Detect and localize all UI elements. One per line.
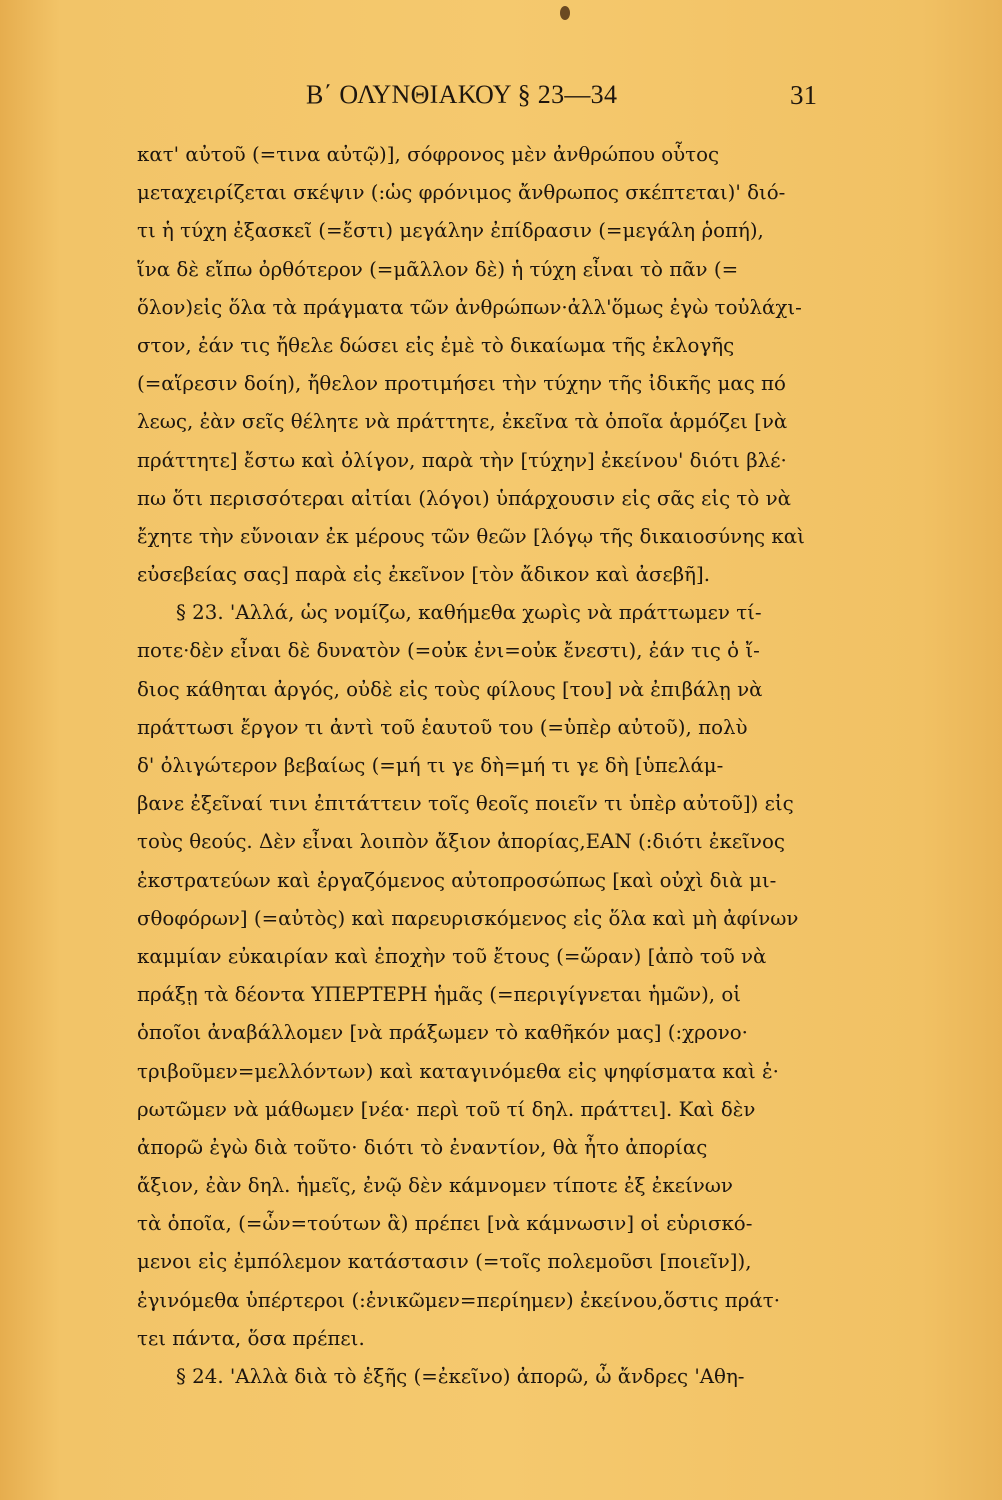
- text-line: πράξῃ τὰ δέοντα ΥΠΕΡΤΕΡΗ ἡμᾶς (=περιγίγνεται ἡμῶν), οἱ: [137, 983, 742, 1007]
- text-line: δ' ὀλιγώτερον βεβαίως (=μή τι γε δὴ=μή τι γε δὴ [ὑπελάμ-: [137, 754, 724, 777]
- text-line: μενοι εἰς ἐμπόλεμον κατάστασιν (=τοῖς πολεμοῦσι [ποιεῖν]),: [137, 1250, 752, 1274]
- text-line: ὅλον)εἰς ὅλα τὰ πράγματα τῶν ἀνθρώπων·ἀλλ'ὅμως ἐγὼ τοὐλάχι-: [137, 295, 802, 319]
- text-line: τοὺς θεούς. Δὲν εἶναι λοιπὸν ἄξιον ἀπορίας,ΕΑΝ (:διότι ἐκεῖνος: [137, 830, 785, 854]
- text-line: ἐκστρατεύων καὶ ἐργαζόμενος αὐτοπροσώπως [καὶ οὐχὶ διὰ μι-: [137, 868, 777, 892]
- text-line: ἐγινόμεθα ὑπέρτεροι (:ἐνικῶμεν=περίημεν) ἐκείνου,ὅστις πράτ·: [137, 1288, 780, 1312]
- text-line: τὰ ὁποῖα, (=ὧν=τούτων ἃ) πρέπει [νὰ κάμνωσιν] οἱ εὑρισκό-: [137, 1212, 753, 1236]
- text-line: διος κάθηται ἀργός, οὐδὲ εἰς τοὺς φίλους [του] νὰ ἐπιβάλῃ νὰ: [137, 677, 763, 701]
- text-line: κατ' αὐτοῦ (=τινα αὐτῷ)], σόφρονος μὲν ἀνθρώπου οὗτος: [137, 143, 720, 166]
- text-line: ἄξιον, ἐὰν δηλ. ἡμεῖς, ἐνῷ δὲν κάμνομεν τίποτε ἐξ ἐκείνων: [137, 1174, 733, 1198]
- text-line: πω ὅτι περισσότεραι αἰτίαι (λόγοι) ὑπάρχουσιν εἰς σᾶς εἰς τὸ νὰ: [137, 486, 791, 510]
- text-line: πράττητε] ἔστω καὶ ὀλίγον, παρὰ τὴν [τύχην] ἐκείνου' διότι βλέ·: [137, 448, 787, 472]
- text-line: τει πάντα, ὅσα πρέπει.: [137, 1326, 365, 1350]
- text-line: σθοφόρων] (=αὐτὸς) καὶ παρευρισκόμενος εἰς ὅλα καὶ μὴ ἀφίνων: [137, 906, 799, 930]
- text-line: πράττωσι ἔργον τι ἀντὶ τοῦ ἑαυτοῦ του (=ὑπὲρ αὐτοῦ), πολὺ: [137, 715, 748, 739]
- text-line: λεως, ἐὰν σεῖς θέλητε νὰ πράττητε, ἐκεῖνα τὰ ὁποῖα ἁρμόζει [νὰ: [137, 410, 788, 434]
- text-line: ἵνα δὲ εἴπω ὀρθότερον (=μᾶλλον δὲ) ἡ τύχη εἶναι τὸ πᾶν (=: [137, 257, 739, 281]
- text-line: ἀπορῶ ἐγὼ διὰ τοῦτο· διότι τὸ ἐναντίον, θὰ ἦτο ἀπορίας: [137, 1135, 708, 1159]
- page-header: [0, 80, 1002, 120]
- running-head: Β΄ ΟΛΥΝΘΙΑΚΟΥ § 23—34: [306, 80, 618, 109]
- ink-spot: [560, 6, 570, 20]
- text-line: μεταχειρίζεται σκέψιν (:ὡς φρόνιμος ἄνθρωπος σκέπτεται)' διό-: [137, 181, 786, 205]
- text-line: τριβοῦμεν=μελλόντων) καὶ καταγινόμεθα εἰς ψηφίσματα καὶ ἐ·: [137, 1059, 779, 1083]
- text-line: ἔχητε τὴν εὔνοιαν ἐκ μέρους τῶν θεῶν [λόγῳ τῆς δικαιοσύνης καὶ: [137, 524, 805, 548]
- body-text: [137, 136, 867, 1396]
- paragraph-start-24: § 24. 'Αλλὰ διὰ τὸ ἑξῆς (=ἐκεῖνο) ἀπορῶ, ὦ ἄνδρες 'Αθη-: [176, 1365, 745, 1388]
- text-line: ὁποῖοι ἀναβάλλομεν [νὰ πράξωμεν τὸ καθῆκόν μας] (:χρονο·: [137, 1021, 748, 1045]
- text-line: εὐσεβείας σας] παρὰ εἰς ἐκεῖνον [τὸν ἄδικον καὶ ἀσεβῆ].: [137, 563, 711, 587]
- text-line: (=αἵρεσιν δοίη), ἤθελον προτιμήσει τὴν τύχην τῆς ἰδικῆς μας πό: [137, 372, 786, 396]
- text-line: ποτε·δὲν εἶναι δὲ δυνατὸν (=οὐκ ἐνι=οὐκ ἔνεστι), ἐάν τις ὁ ἴ-: [137, 639, 760, 663]
- text-line: καμμίαν εὐκαιρίαν καὶ ἐποχὴν τοῦ ἔτους (=ὥραν) [ἀπὸ τοῦ νὰ: [137, 944, 767, 968]
- page-number: 31: [790, 80, 817, 110]
- text-line: ρωτῶμεν νὰ μάθωμεν [νέα· περὶ τοῦ τί δηλ. πράττει]. Καὶ δὲν: [137, 1097, 756, 1121]
- text-line: στον, ἐάν τις ἤθελε δώσει εἰς ἐμὲ τὸ δικαίωμα τῆς ἐκλογῆς: [137, 333, 735, 357]
- text-line: τι ἡ τύχη ἐξασκεῖ (=ἔστι) μεγάλην ἐπίδρασιν (=μεγάλη ῥοπή),: [137, 219, 764, 243]
- text-line: βανε ἐξεῖναί τινι ἐπιτάττειν τοῖς θεοῖς ποιεῖν τι ὑπὲρ αὐτοῦ]) εἰς: [137, 792, 794, 816]
- paragraph-start-23: § 23. 'Αλλά, ὡς νομίζω, καθήμεθα χωρὶς νὰ πράττωμεν τί-: [176, 601, 762, 625]
